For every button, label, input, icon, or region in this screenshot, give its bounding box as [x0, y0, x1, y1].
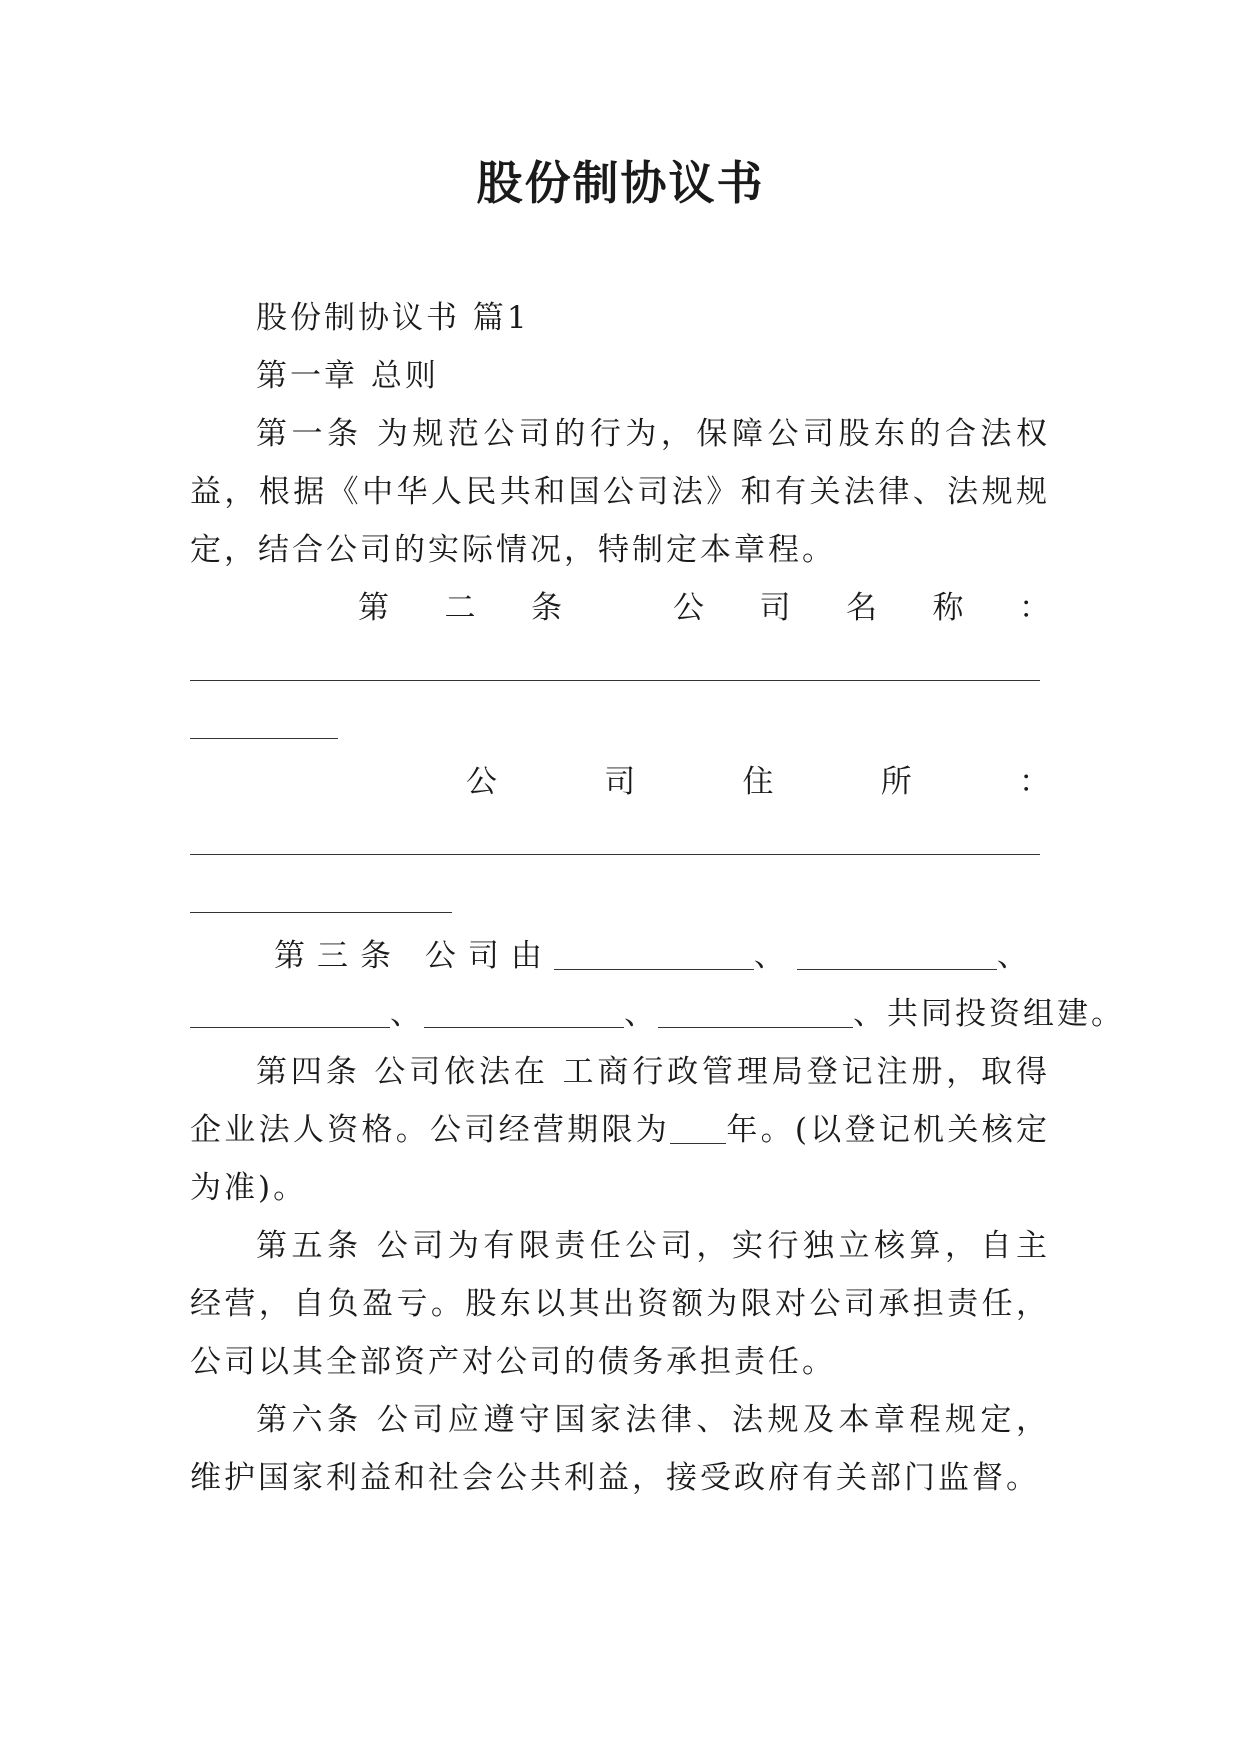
article-3-suffix: 、共同投资组建。 [853, 996, 1125, 1032]
char: 司 [759, 590, 791, 626]
char: 称 [932, 590, 964, 626]
article-6: 第六条 公司应遵守国家法律、法规及本章程规定，维护国家利益和社会公共利益，接受政府有关部门监督。 [190, 1402, 1050, 1496]
separator: 、 [390, 996, 424, 1032]
separator: 、 [996, 938, 1040, 974]
term-years-blank[interactable] [670, 1113, 726, 1144]
char: 住 [742, 764, 774, 800]
shareholder-blank[interactable] [424, 997, 624, 1028]
article-3-line-1 [190, 927, 1050, 985]
article-2-address-label [190, 753, 1050, 811]
shareholder-blank[interactable] [797, 939, 997, 970]
separator: 、 [753, 938, 797, 974]
separator: 、 [624, 996, 658, 1032]
article-2-name-label [190, 579, 1050, 637]
char: 名 [846, 590, 877, 626]
article-3-line-2 [190, 985, 1125, 1043]
article-4-text-b: 年。(以登记机关核定为准)。 [190, 1112, 1051, 1206]
company-address-blank-line-1[interactable] [190, 811, 1050, 869]
shareholder-blank[interactable] [554, 939, 754, 970]
char: ： [1019, 590, 1050, 626]
chapter-heading: 第一章 总则 [256, 358, 439, 394]
article-3-prefix: 第三条 公司由 [274, 938, 554, 974]
shareholder-blank[interactable] [658, 997, 853, 1028]
shareholder-blank[interactable] [190, 997, 390, 1028]
char: 司 [604, 764, 636, 800]
char: 公 [673, 590, 704, 626]
char: 第 [358, 590, 389, 626]
company-name-blank-line-2[interactable] [190, 695, 1050, 753]
char: 条 [531, 590, 562, 626]
char: 公 [466, 764, 497, 800]
article-5: 第五条 公司为有限责任公司，实行独立核算，自主经营，自负盈亏。股东以其出资额为限对公司承担责任，公司以其全部资产对公司的债务承担责任。 [190, 1228, 1050, 1380]
company-address-blank-line-2[interactable] [190, 869, 1050, 927]
char: 所 [880, 764, 912, 800]
char: ： [1019, 764, 1050, 800]
document-title: 股份制协议书 [476, 156, 765, 210]
article-4 [190, 1043, 1050, 1217]
article-4-text-a: 第四条 公司依法在 工商行政管理局登记注册，取得企业法人资格。公司经营期限为 [190, 1054, 1050, 1148]
document-body [190, 289, 1125, 1507]
article-1: 第一条 为规范公司的行为，保障公司股东的合法权益，根据《中华人民共和国公司法》和有关法律、法规规定，结合公司的实际情况，特制定本章程。 [190, 416, 1050, 568]
company-name-blank-line-1[interactable] [190, 637, 1050, 695]
char: 二 [444, 590, 476, 626]
section-heading: 股份制协议书 篇1 [256, 300, 530, 336]
